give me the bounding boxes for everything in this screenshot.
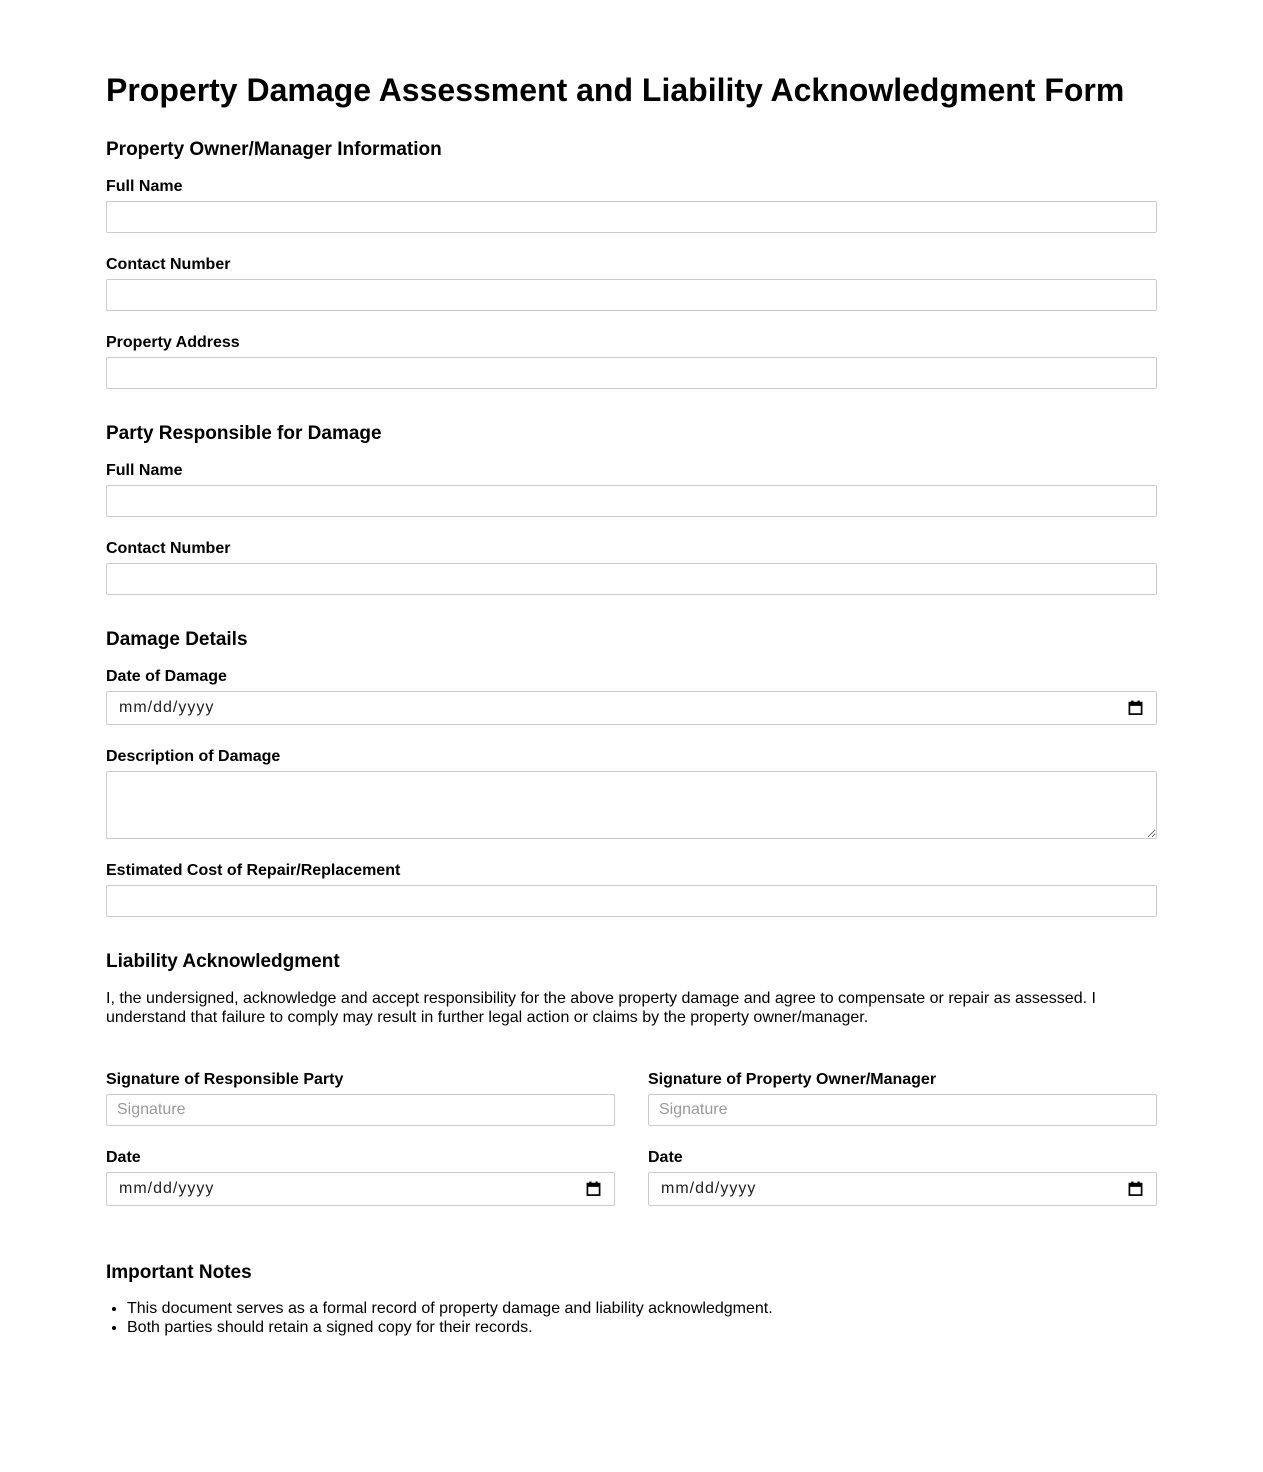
owner-signature-label: Signature of Property Owner/Manager: [648, 1071, 937, 1088]
field-damage-description: [106, 747, 1157, 839]
damage-description-textarea[interactable]: [106, 771, 1157, 839]
section-heading-important-notes: Important Notes: [106, 1262, 252, 1283]
owner-date-input[interactable]: [648, 1172, 1157, 1206]
date-placeholder-text: mm/dd/yyyy: [119, 699, 215, 716]
field-estimated-cost: [106, 861, 1157, 917]
date-of-damage-input[interactable]: [106, 691, 1157, 725]
signature-grid: [106, 1070, 1157, 1228]
section-heading-liability: Liability Acknowledgment: [106, 951, 340, 972]
property-address-label: Property Address: [106, 334, 240, 351]
estimated-cost-label: Estimated Cost of Repair/Replacement: [106, 862, 401, 879]
responsible-full-name-input[interactable]: [106, 485, 1157, 517]
owner-signature-input[interactable]: [648, 1094, 1157, 1126]
owner-contact-input[interactable]: [106, 279, 1157, 311]
responsible-contact-input[interactable]: [106, 563, 1157, 595]
field-owner-signature: [648, 1070, 1157, 1126]
responsible-signature-label: Signature of Responsible Party: [106, 1071, 344, 1088]
field-owner-contact: [106, 255, 1157, 311]
field-responsible-signature: [106, 1070, 615, 1126]
calendar-icon[interactable]: [1127, 1180, 1144, 1198]
section-heading-responsible-party: Party Responsible for Damage: [106, 423, 382, 444]
date-placeholder-text: mm/dd/yyyy: [119, 1180, 215, 1197]
date-placeholder-text: mm/dd/yyyy: [661, 1180, 757, 1197]
section-heading-damage-details: Damage Details: [106, 629, 248, 650]
responsible-date-label: Date: [106, 1149, 141, 1166]
responsible-full-name-label: Full Name: [106, 462, 183, 479]
owner-contact-label: Contact Number: [106, 256, 231, 273]
form-container: [106, 0, 1157, 1337]
property-address-input[interactable]: [106, 357, 1157, 389]
field-property-address: [106, 333, 1157, 389]
important-notes-list: [106, 1300, 1157, 1337]
owner-full-name-label: Full Name: [106, 178, 183, 195]
field-date-of-damage: [106, 667, 1157, 725]
liability-statement: I, the undersigned, acknowledge and accept responsibility for the above property damage and agree to compensate or repair as assessed. I understand that failure to comply may result in further legal action or claims by the property owner/manager.: [106, 990, 1096, 1026]
calendar-icon[interactable]: [1127, 699, 1144, 717]
responsible-contact-label: Contact Number: [106, 540, 231, 557]
date-of-damage-label: Date of Damage: [106, 668, 227, 685]
owner-full-name-input[interactable]: [106, 201, 1157, 233]
estimated-cost-input[interactable]: [106, 885, 1157, 917]
signature-column-responsible: [106, 1070, 615, 1228]
field-responsible-date: [106, 1148, 615, 1206]
field-owner-full-name: [106, 177, 1157, 233]
damage-description-label: Description of Damage: [106, 748, 281, 765]
note-item: • This document serves as a formal record of property damage and liability acknowledgment.: [127, 1300, 1157, 1319]
responsible-date-input[interactable]: [106, 1172, 615, 1206]
responsible-signature-input[interactable]: [106, 1094, 615, 1126]
section-heading-owner-info: Property Owner/Manager Information: [106, 139, 442, 160]
field-responsible-contact: [106, 539, 1157, 595]
field-owner-date: [648, 1148, 1157, 1206]
signature-column-owner: [648, 1070, 1157, 1228]
owner-date-label: Date: [648, 1149, 683, 1166]
calendar-icon[interactable]: [585, 1180, 602, 1198]
page-title: Property Damage Assessment and Liability Acknowledgment Form: [106, 72, 1125, 108]
note-item: • Both parties should retain a signed copy for their records.: [127, 1319, 1157, 1338]
field-responsible-full-name: [106, 461, 1157, 517]
